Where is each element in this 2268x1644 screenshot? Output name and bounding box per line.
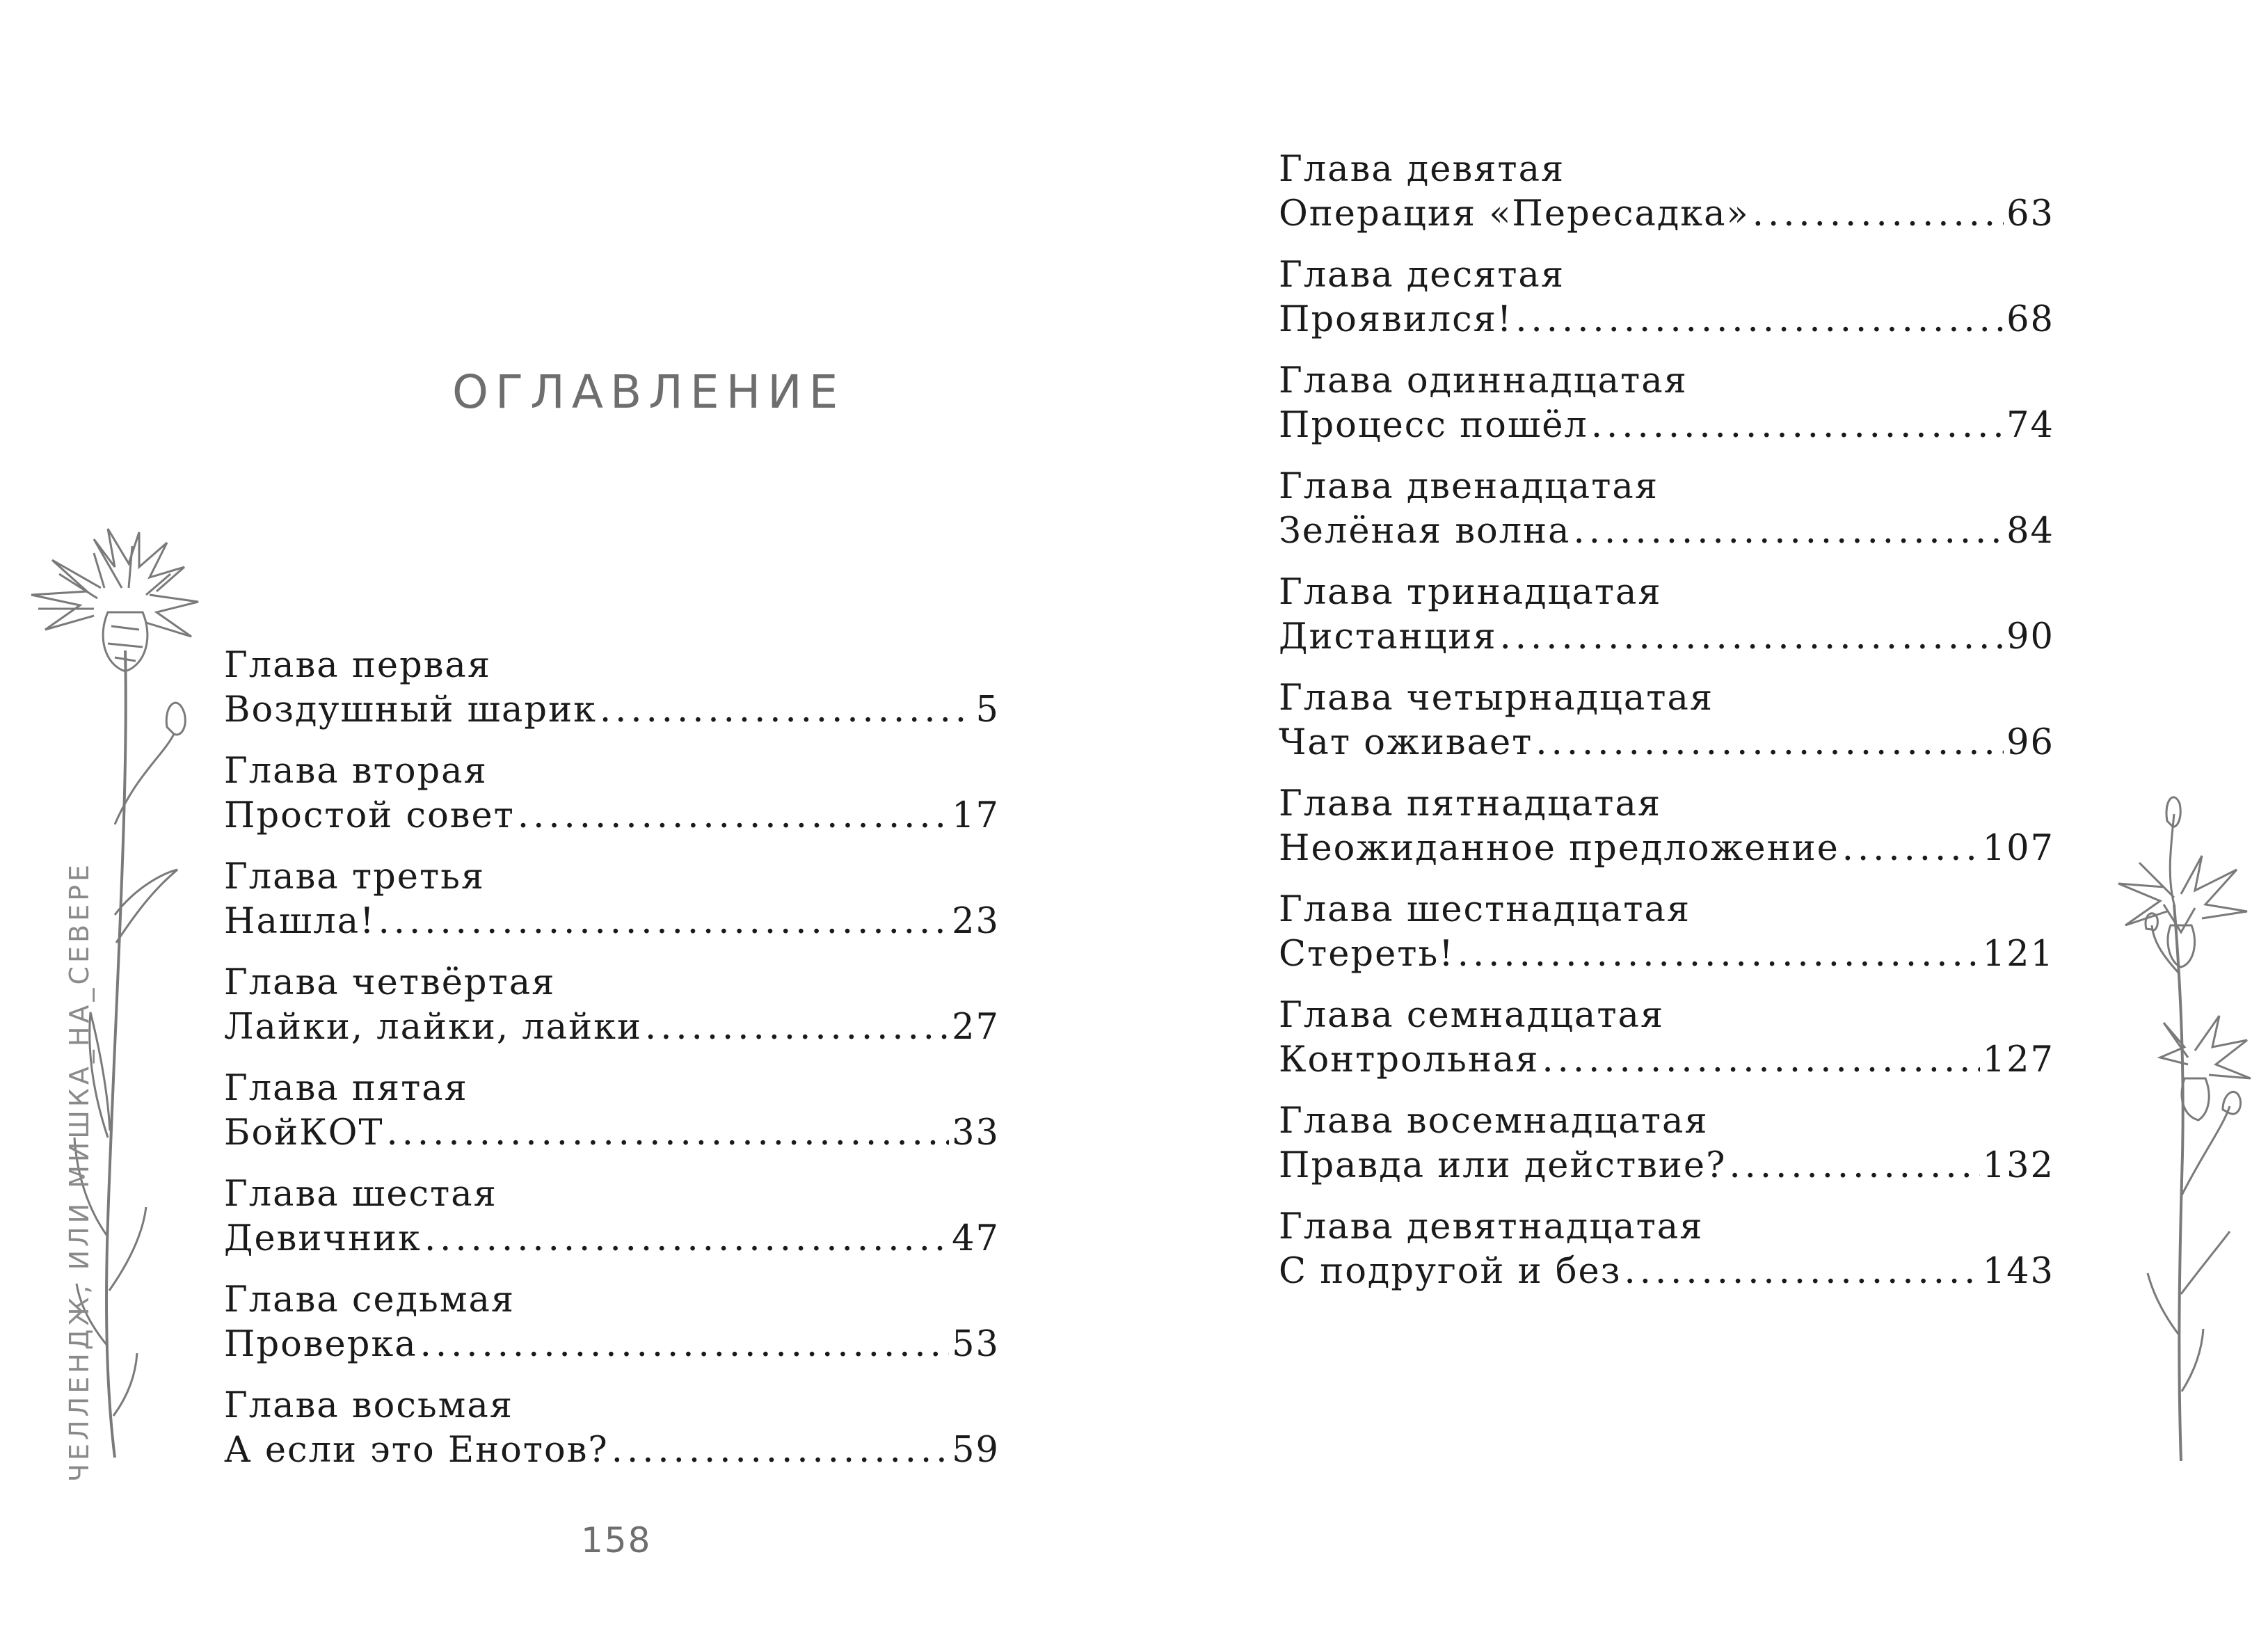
page-ref: 107 xyxy=(1982,828,2054,869)
leader-dots xyxy=(1515,298,2004,342)
chapter-label: Глава седьмая xyxy=(224,1279,516,1320)
page-ref: 121 xyxy=(1982,934,2054,975)
chapter-title: Проверка xyxy=(224,1324,417,1365)
toc-entry[interactable] xyxy=(224,1172,1000,1278)
page-ref: 143 xyxy=(1982,1251,2054,1292)
chapter-title: Проявился! xyxy=(1279,299,1513,340)
toc-entry[interactable] xyxy=(1279,253,2054,359)
leader-dots xyxy=(1574,509,2004,554)
side-caption: ЧЕЛЛЕНДЖ, ИЛИ МИШКА_НА_СЕВЕРЕ xyxy=(64,861,95,1482)
leader-dots xyxy=(612,1428,949,1473)
leader-dots xyxy=(1458,932,1980,977)
chapter-title: БойКОТ xyxy=(224,1112,384,1154)
chapter-title: Дистанция xyxy=(1279,616,1497,657)
page-ref: 33 xyxy=(952,1112,1000,1154)
leader-dots xyxy=(378,900,950,944)
toc-entry[interactable] xyxy=(224,855,1000,961)
leader-dots xyxy=(1729,1144,1979,1188)
chapter-label: Глава четвёртая xyxy=(224,962,556,1003)
leader-dots xyxy=(424,1217,949,1261)
leader-dots xyxy=(600,688,973,733)
toc-entry[interactable] xyxy=(1279,465,2054,570)
leader-dots xyxy=(1624,1250,1980,1294)
toc-entry[interactable] xyxy=(1279,570,2054,676)
cornflower-illustration-right xyxy=(2098,765,2265,1461)
toc-entry[interactable] xyxy=(1279,1205,2054,1311)
chapter-label: Глава тринадцатая xyxy=(1279,572,1662,613)
toc-entry[interactable] xyxy=(1279,1099,2054,1205)
chapter-title: Операция «Пересадка» xyxy=(1279,193,1750,234)
page-ref: 27 xyxy=(952,1007,1000,1048)
chapter-label: Глава третья xyxy=(224,856,486,897)
chapter-title: Девичник xyxy=(224,1218,422,1259)
leader-dots xyxy=(1842,827,1980,871)
leader-dots xyxy=(1500,615,2004,660)
toc-entry[interactable] xyxy=(1279,782,2054,888)
page-ref: 17 xyxy=(952,795,1000,836)
chapter-title: А если это Енотов? xyxy=(224,1430,609,1471)
chapter-label: Глава первая xyxy=(224,645,492,686)
toc-list-right xyxy=(1279,147,2054,1311)
chapter-title: Простой совет xyxy=(224,795,515,836)
chapter-label: Глава пятнадцатая xyxy=(1279,783,1662,824)
toc-entry[interactable] xyxy=(224,1067,1000,1172)
page-number: 158 xyxy=(581,1520,652,1561)
page-ref: 59 xyxy=(952,1430,1000,1471)
toc-entry[interactable] xyxy=(224,961,1000,1067)
chapter-title: Стереть! xyxy=(1279,934,1455,975)
page-ref: 127 xyxy=(1982,1039,2054,1080)
toc-heading: ОГЛАВЛЕНИЕ xyxy=(452,365,845,419)
chapter-title: Процесс пошёл xyxy=(1279,405,1588,446)
chapter-title: Нашла! xyxy=(224,901,376,942)
leader-dots xyxy=(518,794,949,838)
chapter-label: Глава одиннадцатая xyxy=(1279,360,1688,401)
page-ref: 23 xyxy=(952,901,1000,942)
page-ref: 132 xyxy=(1982,1145,2054,1186)
page-ref: 96 xyxy=(2006,722,2054,763)
chapter-label: Глава вторая xyxy=(224,751,488,792)
leader-dots xyxy=(645,1005,949,1050)
chapter-title: Правда или действие? xyxy=(1279,1145,1727,1186)
chapter-label: Глава девятая xyxy=(1279,149,1565,190)
toc-entry[interactable] xyxy=(1279,676,2054,782)
chapter-title: С подругой и без xyxy=(1279,1251,1622,1292)
chapter-title: Чат оживает xyxy=(1279,722,1533,763)
page-ref: 5 xyxy=(975,689,1000,731)
right-page xyxy=(1134,0,2268,1644)
chapter-label: Глава девятнадцатая xyxy=(1279,1206,1704,1247)
leader-dots xyxy=(386,1111,949,1156)
chapter-label: Глава восьмая xyxy=(224,1385,513,1426)
page-ref: 53 xyxy=(952,1324,1000,1365)
toc-entry[interactable] xyxy=(1279,359,2054,465)
chapter-title: Воздушный шарик xyxy=(224,689,597,731)
chapter-label: Глава двенадцатая xyxy=(1279,466,1659,507)
chapter-label: Глава шестая xyxy=(224,1174,497,1215)
leader-dots xyxy=(1591,404,2004,448)
page-ref: 84 xyxy=(2006,511,2054,552)
cornflower-illustration-left xyxy=(10,525,219,1471)
page-ref: 47 xyxy=(952,1218,1000,1259)
page-ref: 63 xyxy=(2006,193,2054,234)
toc-entry[interactable] xyxy=(1279,888,2054,993)
chapter-label: Глава семнадцатая xyxy=(1279,995,1665,1036)
leader-dots xyxy=(1752,192,2004,237)
leader-dots xyxy=(420,1323,949,1367)
chapter-label: Глава восемнадцатая xyxy=(1279,1101,1709,1142)
page-ref: 90 xyxy=(2006,616,2054,657)
chapter-title: Контрольная xyxy=(1279,1039,1540,1080)
chapter-label: Глава пятая xyxy=(224,1068,468,1109)
page-ref: 74 xyxy=(2006,405,2054,446)
toc-list-left xyxy=(224,644,1000,1490)
toc-entry[interactable] xyxy=(224,749,1000,855)
toc-entry[interactable] xyxy=(224,1278,1000,1384)
toc-entry[interactable] xyxy=(1279,993,2054,1099)
toc-entry[interactable] xyxy=(224,1384,1000,1490)
page-ref: 68 xyxy=(2006,299,2054,340)
chapter-title: Зелёная волна xyxy=(1279,511,1571,552)
leader-dots xyxy=(1542,1038,1979,1083)
toc-entry[interactable] xyxy=(1279,147,2054,253)
toc-entry[interactable] xyxy=(224,644,1000,749)
chapter-label: Глава четырнадцатая xyxy=(1279,678,1714,719)
chapter-label: Глава десятая xyxy=(1279,255,1565,296)
chapter-title: Неожиданное предложение xyxy=(1279,828,1839,869)
leader-dots xyxy=(1535,721,2004,765)
chapter-label: Глава шестнадцатая xyxy=(1279,889,1691,930)
chapter-title: Лайки, лайки, лайки xyxy=(224,1007,642,1048)
